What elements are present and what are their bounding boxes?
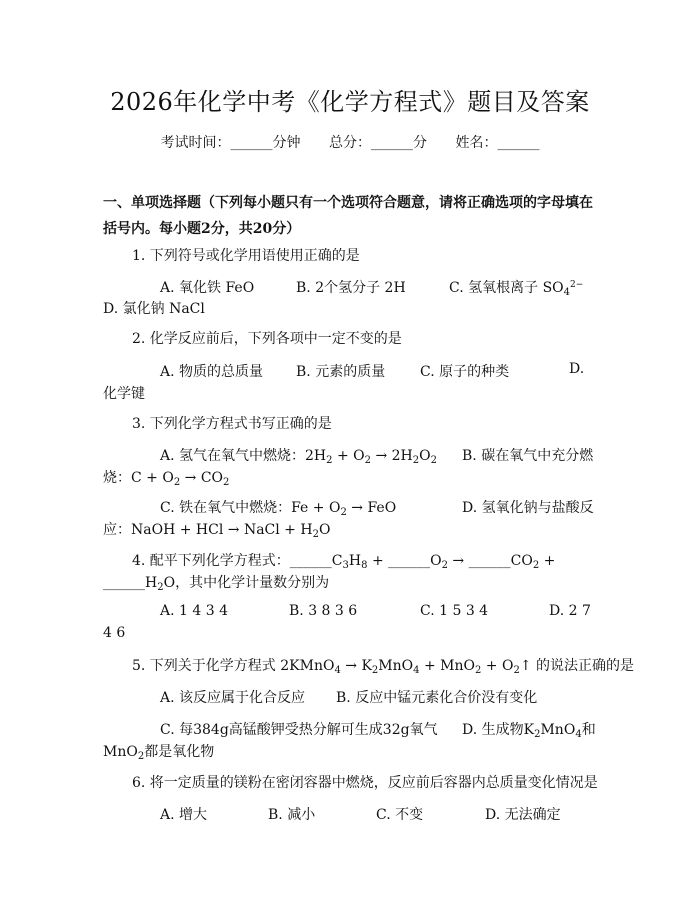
- q1-option-d: D. 氯化钠 NaCl: [103, 301, 205, 317]
- q4-option-d: D. 2 7: [549, 603, 591, 619]
- q5-option-c: C. 每384g高锰酸钾受热分解可生成32g氧气: [160, 722, 438, 738]
- q1-option-c: C. 氢氧根离子 $SO_4^{2-}$: [449, 280, 584, 298]
- q6-option-b: B. 减小: [268, 807, 316, 823]
- q6-option-d: D. 无法确定: [485, 807, 561, 823]
- q3-option-c: C. 铁在氧气中燃烧：$Fe + O_2$ → FeO: [160, 500, 397, 518]
- q3-option-b: B. 碳在氧气中充分燃: [462, 448, 594, 464]
- q1-option-a: A. 氧化铁 FeO: [160, 280, 255, 296]
- q5-option-d-cont: MnO$_2$都是氧化物: [103, 744, 215, 762]
- q5-option-b: B. 反应中锰元素化合价没有变化: [336, 690, 538, 706]
- q4-option-a: A. 1 4 3 4: [160, 603, 228, 619]
- q2-option-b: B. 元素的质量: [296, 364, 386, 380]
- q2-option-a: A. 物质的总质量: [160, 364, 264, 380]
- q3-option-b-cont: 烧：$C + O_2 \to CO_2$: [103, 470, 230, 488]
- q6-option-c: C. 不变: [376, 807, 424, 823]
- page-title: 2026年化学中考《化学方程式》题目及答案: [110, 88, 590, 116]
- q6-option-a: A. 增大: [160, 807, 208, 823]
- q2-option-d: D.: [569, 361, 585, 377]
- q5-option-a: A. 该反应属于化合反应: [160, 690, 306, 706]
- q4-option-b: B. 3 8 3 6: [289, 603, 358, 619]
- exam-time: 考试时间：______分钟: [160, 135, 301, 151]
- q2-option-d-text: 化学键: [103, 386, 145, 402]
- exam-score: 总分：______分: [329, 135, 427, 151]
- q4-option-d-cont: 4 6: [103, 625, 126, 641]
- q3-option-a: A. 氢气在氧气中燃烧：$2H_2 + O_2 \to 2H_2O_2$: [160, 448, 437, 466]
- q2-option-c: C. 原子的种类: [420, 364, 510, 380]
- exam-name: 姓名：______: [455, 135, 540, 151]
- question-1: 1. 下列符号或化学用语使用正确的是: [132, 248, 360, 264]
- q1-option-b: B. 2个氢分子 2H: [296, 280, 406, 296]
- q4-option-c: C. 1 5 3 4: [420, 603, 489, 619]
- question-4-cont: $\_\_\_\_\_\_H_2O$，其中化学计量数分别为: [103, 575, 330, 593]
- question-6: 6. 将一定质量的镁粉在密闭容器中燃烧，反应前后容器内总质量变化情况是: [132, 775, 598, 791]
- exam-meta: [0, 132, 700, 152]
- question-3: 3. 下列化学方程式书写正确的是: [132, 416, 332, 432]
- q3-option-d: D. 氢氧化钠与盐酸反: [462, 500, 594, 516]
- q5-option-d: D. 生成物$K_2MnO_4$和: [462, 722, 596, 740]
- section-heading: 一、单项选择题（下列每小题只有一个选项符合题意，请将正确选项的字母填在括号内。每小题2分，共20分）: [103, 195, 593, 237]
- q3-option-d-cont: 应：NaOH + HCl → NaCl + $H_2O$: [103, 522, 331, 540]
- question-4: 4. 配平下列化学方程式：$\_\_\_\_\_\_C_3H_8$ + $\_\_\_\_\_\_O_2$ → $\_\_\_\_\_\_CO_2$ +: [132, 553, 556, 571]
- question-5: 5. 下列关于化学方程式 2KMnO$_4$ → $K_2MnO_4 + MnO_2$ + $O_2↑$ 的说法正确的是: [132, 658, 635, 676]
- question-2: 2. 化学反应前后，下列各项中一定不变的是: [132, 331, 402, 347]
